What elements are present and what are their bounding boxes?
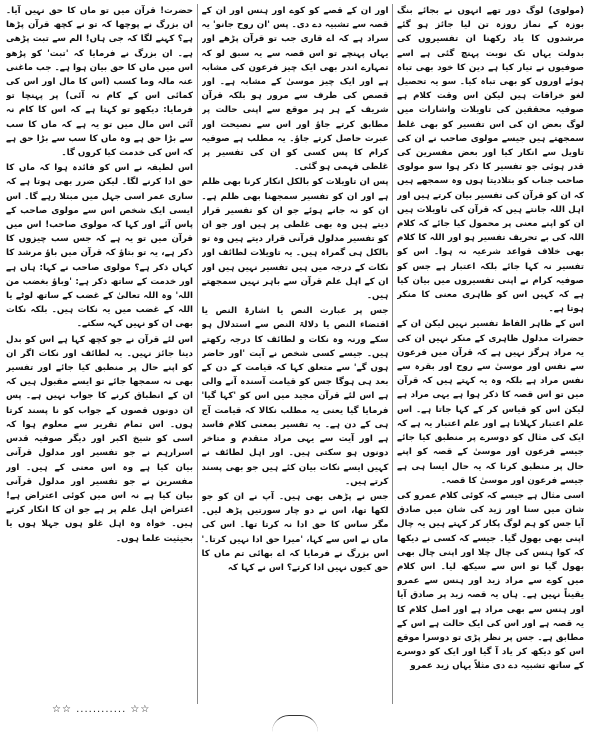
paragraph: اور ان کے قصے کو کوے اور ہنس اور ان کے قصہ سے تشبیہ دے دی۔ پس 'ان روح جانو' یہ سراد ہے کہ اے قاری جب تو قرآن پڑھے اور یہاں پہنچے تو اس قصہ سے یہ سبق لو کہ تمہارے اندر بھی ایک چیز فرعون کی مشابہ ہے اور ایک چیز موسیٰ کے مشابہ ہے۔ اور قصص کی طرف سے مرور ہو بلکہ قرآن شریف کے ہر ہر موقع سے اپنی حالت پر مطابق کرتے جاؤ اور اس سے نصیحت اور عبرت حاصل کرتے جاؤ۔ یہ مطلب ہے صوفیہ کرام کا پس کسی کو ان کی تفسیر پر غلطی فہمی ہو گئی۔ [201,6,389,173]
paragraph: حضرت! قرآن میں تو ماں کا حق نہیں آیا۔ ان بزرگ نے پوچھا کہ تو نے کچھ قرآن پڑھا ہے؟ کہنے لگا کہ جی ہاں! الم سے تبت پڑھی ہے۔ ان بزرگ نے فرمایا کہ 'تبت' کو پڑھو اس میں ماں کا حق بیان ہوا ہے۔ جب ماغنی عنہ مالہ وما کسب (اس کا مال اور اس کی کمائی اس کے کام نہ آئی) پر پہنچا تو فرمایا: دیکھو تو کہتا ہے کہ اس کا کام نہ آئی اس مال میں تو یہ ہے کہ ماں کا سب سے بڑا حق ہے وہ ماں کا سب سے بڑا حق ہے کہ اس کی خدمت کیا کروں گا۔ [6,6,193,159]
paragraph: جس پر عبارت النص یا اشارۃ النص یا اقتضاء النص یا دلالۃ النص سے استدلال ہو سکے ورنہ وہ نکات و لطائف کا درجہ رکھتے ہیں۔ جیسے کسی شخص نے آیت 'اور حاضر ہوں گے' سے متعلق کہا کہ قیامت کے دن کے بعد ہی ہوگا جس کو قیامت آسندہ آنے والی ہے اس لئے قرآن مجید میں اس کو 'کہا گیا' فرمایا گیا یعنی یہ مطلب نکالا کہ قیامت آج ہی کے دن ہے۔ یہ تفسیر بمعنی کلام فاسد ہے اور آیت سے یہی مراد متقدم و متاخر دونوں ہو سکتی ہیں۔ اور اہل لطائف نے کہیں ایسے نکات بیان کئے ہیں جو بھی پسند کرتے ہیں۔ [201,306,389,487]
paragraph: پس ان تاویلات کو بالکل انکار کرنا بھی ظلم ہے اور ان کو تفسیر سمجھنا بھی ظلم ہے۔ ان کو نہ جانے ہوئے جو ان کو تفسیر قرار دیتے ہیں وہ بھی غلطی پر ہیں اور جو ان کو تفسیر مدلول قرآنی قرار دیتے ہیں وہ تو بالکل ہی گمراہ ہیں۔ یہ تاویلات لطائف اور نکات کے درجہ میں ہیں تفسیر نہیں ہیں اور ان کے اہل علم قرآن سے باہر نہیں سمجھتے ہیں۔ [201,177,389,302]
column-divider [197,4,198,704]
text-column-middle [202,4,389,704]
column-divider [392,4,393,704]
paragraph: (مولوی) لوگ دور تھے انہوں نے بجائے بنگ بوزہ کے نماز روزہ تن لیا جائز ہو گئے مرشدوں کا یاد رکھنا ان تفسیروں کی بدولت یہاں تک نوبت پہنچ گئی ہے اسے صوفیوں نے تیار کیا ہے دین کا خود بھی تباہ ہوئے اوروں کو بھی تباہ کیا۔ سو یہ تحصیل لغو خرافات ہیں لیکن اس وقت کلام ہے صوفیہ محققین کی تاویلات واشارات میں لوگ بعض ان کی اس تفسیر کو بھی غلط سمجھتے ہیں جیسے مولوی صاحب نے ان کی تاویل سے انکار کیا اور بعض مفسرین کی قدر ہوئی جو تفسیر کا ذکر ہوا سو مولوی صاحب جناب کو بتلادیتا ہوں وہ سمجھے ہیں کہ ان کو قرآن کی تفسیر بیان کرتے ہیں اور اہل اللہ جانتے ہیں کہ قرآن کی تاویلات ہیں ان کو اپنے معنی پر محمول کیا جائے کہ کلام اللہ کی بے تحریف تفسیر ہو اور اللہ کا کلام بھی خلاف قواعد شرعیہ نہ ہوا۔ اس کو تفسیر نہ کہا جائے بلکہ اعتبار ہے جس کو صوفیہ کرام نے اپنی تفسیروں میں بیان کیا ہے کہ کہیں اس کو ظاہری معنی کا منکر ہوتا ہے۔ [397,6,584,315]
paragraph: اس لئے قرآن نے جو کچھ کہا ہے اس کو بدل دینا جائز نہیں۔ یہ لطائف اور نکات اگر ان کو اپنے حال پر منطبق کیا جائے اور تفسیر بھی نہ سمجھا جائے تو ایسے مقبول ہیں کہ ان کے انطباق کرنے کا جواب نہیں ہے۔ پس ان دونوں قصوں کے جواب کو نا پسند کرتا ہوں۔ اس تمام تقریر سے معلوم ہوا کہ اسی کو شیخ اکبر اور دیگر صوفیہ قدس اسرارہم نے جو تفسیر اور مدلول قرآنی بیان کیا ہے وہ اس معنی کے ہیں۔ اور مفسرین نے جو تفسیر اور مدلول قرآنی بیان کیا ہے نہ اس میں کوئی اعتراض ہے! اعتراض اہل علم پر ہے جو ان کا انکار کرتے ہیں۔ خواہ وہ اہل غلو ہوں جہلا ہوں یا بحیثیت علما ہوں۔ [6,334,193,544]
page-number-frame [272,715,318,732]
paragraph: اس لطیفہ نے اس کو فائدہ ہوا کہ ماں کا حق ادا کرنے لگا۔ لیکن ضرر بھی ہوتا ہے کہ ساری عمر اسی جہل میں مبتلا رہے گا۔ اس ایسی ایک شخص اس سے مولوی صاحب کے پاس آئے اور کہا کہ مولوی صاحب! اس میں قرآن میں تو یہ ہے کہ جس سب چیزوں کا ذکر ہے، یہ تو بتاؤ کہ قرآن میں باؤ مرشد کا کہاں ذکر ہے؟ مولوی صاحب نے کہا: ہاں ہے اور خدمت کے ساتھ ذکر ہے: 'وباؤ بغضب من اللہ' وہ اللہ تعالیٰ کے غضب کے ساتھ لوٹے یا اللہ کے غضب میں یہ نکات ہیں۔ بلکہ نکات بھی ان کو نہیں کہہ سکتے۔ [6,163,193,330]
text-column-right [397,4,584,704]
article-page [6,4,584,704]
paragraph: اس کے ظاہر الفاظ تفسیر نہیں لیکن ان کے حضرات مدلول ظاہری کے منکر نہیں ان کی یہ مراد ہرگز نہیں ہے کہ قرآن میں فرعون سے نفس اور موسیٰ سے روح اور بقرہ سے نفس مراد ہے بلکہ وہ یہ کہتے ہیں کہ قرآن میں تو اس قصہ کا ذکر ہوا ہے یہی مراد ہے لیکن اس کو قیاس کر کے کہا جاتا ہے۔ اس علم اعتبار کہلاتا ہے اور علم اعتبار یہ ہے کہ ایک کی مثال کو دوسرے پر منطبق کیا جائے جیسے فرعون اور موسیٰ کے قصہ کو اپنے حال پر منطبق کرنا کہ یہ حال ایسا ہی ہے جیسے فرعون اور موسیٰ کا قصہ۔ [397,319,584,486]
text-column-left [6,4,193,704]
paragraph: اسی مثال ہے جیسے کہ کوئی کلام عمرو کی شان میں سنا اور زید کی شان میں صادق آیا جس کو ہم لوگ پکار کر کہتے ہیں یہ چال اپنی بھی بھول گیا۔ جیسے کہ کسی نے دیکھا کہ کوا ہنس کی چال چلا اور اپنی چال بھی بھول گیا تو اس سے سیکھ لیا۔ اس کلام میں کوے سے مراد زید اور ہنس سے عمرو یقیناً نہیں ہے۔ ہاں یہ قصہ زید پر صادق آیا اور ہنس سے بھی مراد ہے اور اصل کلام کا یہ قصہ ہے اور اس کی ایک حالت ہے اس کے مطابق ہے۔ جس پر نظر پڑی تو دوسرا موقع اس کو دیکھ کر یاد آ گیا اور ایک کو دوسرے کے ساتھ تشبیہ دے دی مثلاً یہاں زید عمرو [397,490,584,672]
section-end-ornament: ☆☆ ............ ☆☆ [52,704,151,715]
paragraph: جس نے پڑھی بھی ہیں۔ آپ نے ان کو جو لکھا تھا، اس نے دو چار سورتیں پڑھ لیں۔ مگر ساس کا حق ادا نہ کرتا تھا۔ اس کی ماں نے اس سے کہا، 'میرا حق ادا نہیں کرتا۔' اس بزرگ نے فرمایا کہ اے بھائی تم ماں کا حق کیوں نہیں ادا کرتے؟ اس نے کہا کہ [201,491,389,573]
